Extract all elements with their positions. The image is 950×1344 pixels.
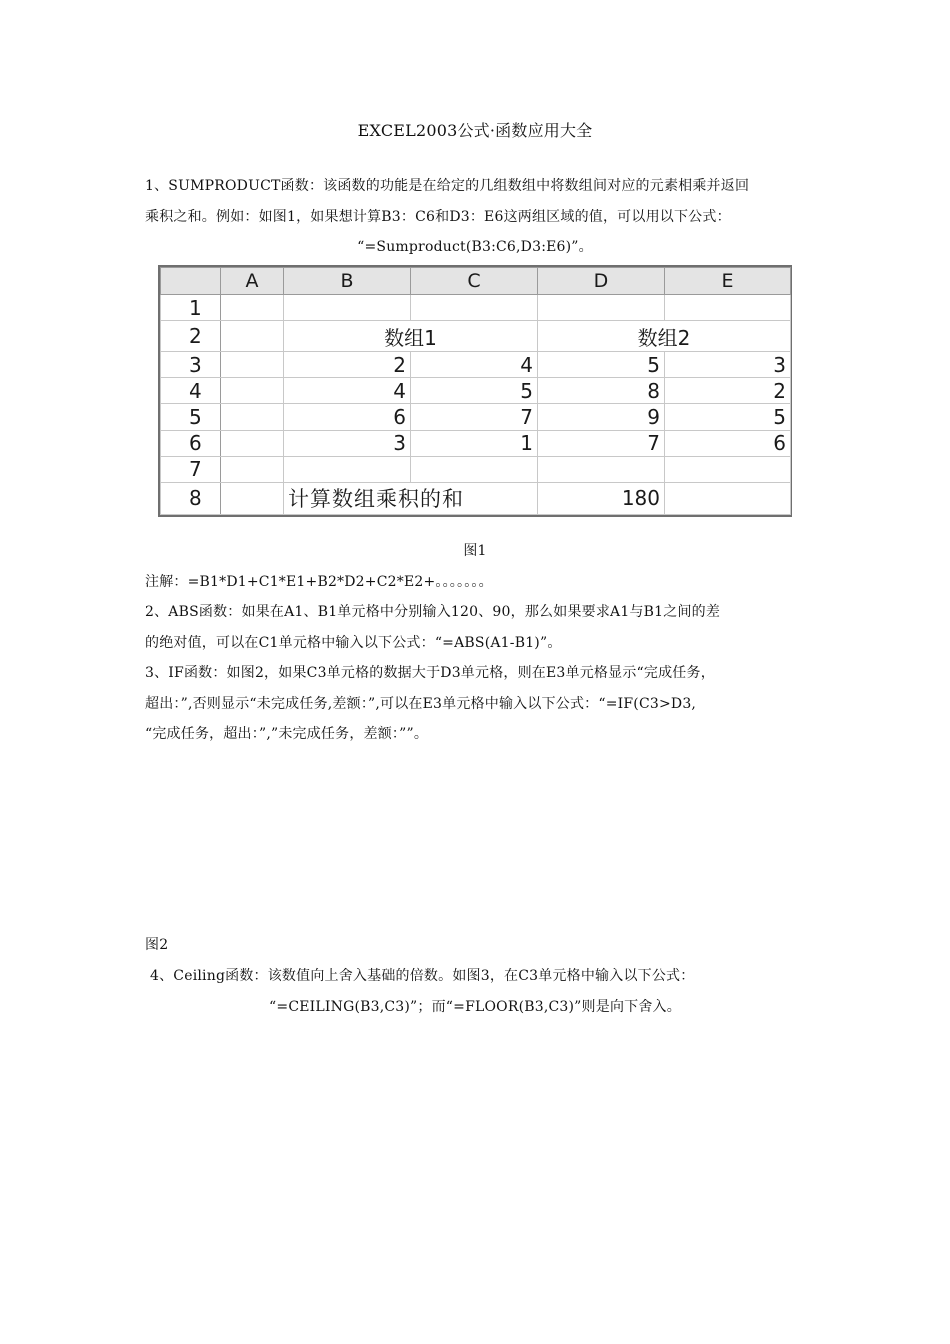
cell [538, 456, 665, 482]
ceiling-paragraph-line1: 4、Ceiling函数：该数值向上舍入基础的倍数。如图3，在C3单元格中输入以下公式： [150, 968, 695, 984]
result-label: 计算数组乘积的和 [284, 482, 538, 514]
row-header-6: 6 [161, 430, 221, 456]
cell [221, 482, 284, 514]
cell [538, 295, 665, 321]
group1-label: 数组1 [284, 321, 538, 352]
sumproduct-paragraph-line2: 乘积之和。例如：如图1，如果想计算B3：C6和D3：E6这两组区域的值，可以用以下公式： [145, 209, 731, 225]
cell [221, 404, 284, 430]
column-header-d: D [538, 268, 665, 295]
sumproduct-formula-line: “=Sumproduct(B3:C6,D3:E6)”。 [357, 239, 593, 255]
row-header-8: 8 [161, 482, 221, 514]
cell [665, 295, 791, 321]
cell-d6: 7 [538, 430, 665, 456]
cell-e5: 5 [665, 404, 791, 430]
cell [665, 456, 791, 482]
column-header-a: A [221, 268, 284, 295]
cell [221, 456, 284, 482]
row-header-1: 1 [161, 295, 221, 321]
if-paragraph-line1: 3、IF函数：如图2，如果C3单元格的数据大于D3单元格，则在E3单元格显示“完成任务， [145, 665, 715, 681]
if-paragraph-line3: “完成任务，超出：”,”未完成任务，差额：””。 [145, 726, 429, 742]
cell-b3: 2 [284, 352, 411, 378]
cell-b5: 6 [284, 404, 411, 430]
cell-d5: 9 [538, 404, 665, 430]
cell-c5: 7 [411, 404, 538, 430]
group2-label: 数组2 [538, 321, 791, 352]
cell-c6: 1 [411, 430, 538, 456]
cell-d4: 8 [538, 378, 665, 404]
abs-paragraph-line1: 2、ABS函数：如果在A1、B1单元格中分别输入120、90，那么如果要求A1与B1之间的差 [145, 604, 721, 620]
cell [221, 352, 284, 378]
cell-e6: 6 [665, 430, 791, 456]
cell-c3: 4 [411, 352, 538, 378]
cell-b6: 3 [284, 430, 411, 456]
row-header-2: 2 [161, 321, 221, 352]
cell [221, 430, 284, 456]
spreadsheet-grid [160, 267, 791, 515]
corner-header [161, 268, 221, 295]
note-line: 注解：=B1*D1+C1*E1+B2*D2+C2*E2+。。。。。。。 [145, 574, 493, 590]
cell-d3: 5 [538, 352, 665, 378]
cell-e4: 2 [665, 378, 791, 404]
row-header-7: 7 [161, 456, 221, 482]
cell [665, 482, 791, 514]
cell [221, 295, 284, 321]
column-header-e: E [665, 268, 791, 295]
sumproduct-paragraph-line1: 1、SUMPRODUCT函数：该函数的功能是在给定的几组数组中将数组间对应的元素相乘并返回 [145, 178, 750, 194]
if-paragraph-line2: 超出：”,否则显示“未完成任务,差额：”,可以在E3单元格中输入以下公式：“=IF(C3>D3, [145, 696, 697, 712]
cell-e3: 3 [665, 352, 791, 378]
cell [284, 456, 411, 482]
column-header-c: C [411, 268, 538, 295]
figure1-caption: 图1 [463, 543, 487, 559]
cell [284, 295, 411, 321]
row-header-3: 3 [161, 352, 221, 378]
cell-c4: 5 [411, 378, 538, 404]
column-header-b: B [284, 268, 411, 295]
cell [411, 456, 538, 482]
figure2-caption: 图2 [145, 937, 169, 953]
ceiling-paragraph-line2: “=CEILING(B3,C3)”；而“=FLOOR(B3,C3)”则是向下舍入。 [269, 999, 681, 1015]
row-header-5: 5 [161, 404, 221, 430]
cell [221, 378, 284, 404]
row-header-4: 4 [161, 378, 221, 404]
cell [221, 321, 284, 352]
cell [411, 295, 538, 321]
spreadsheet-figure1 [158, 265, 792, 517]
document-title: EXCEL2003公式·函数应用大全 [357, 121, 593, 140]
result-value: 180 [538, 482, 665, 514]
cell-b4: 4 [284, 378, 411, 404]
abs-paragraph-line2: 的绝对值，可以在C1单元格中输入以下公式：“=ABS(A1-B1)”。 [145, 635, 562, 651]
